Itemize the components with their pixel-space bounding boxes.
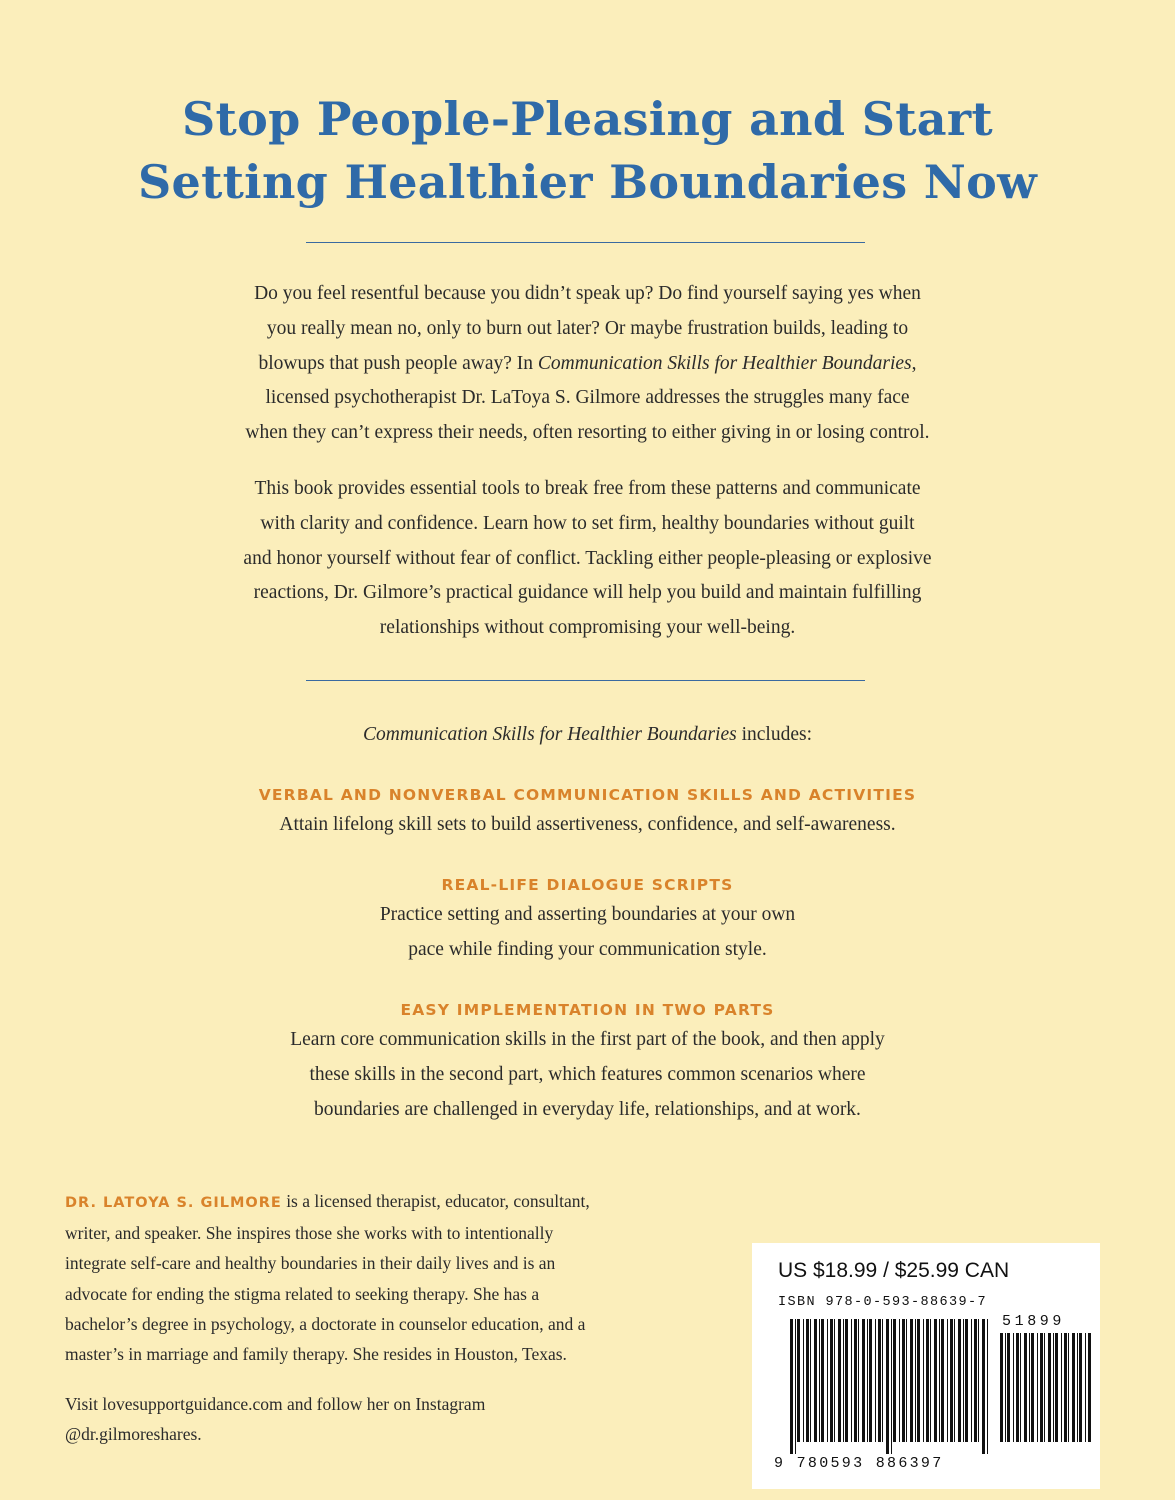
headline-line-2: Setting Healthier Boundaries Now <box>137 155 1037 209</box>
body-line-3: and honor yourself without fear of conflict. Tackling either people-pleasing or explosive <box>243 547 932 569</box>
barcode-bar <box>1007 1333 1010 1442</box>
ean-digits: 9 780593 886397 <box>774 1455 944 1472</box>
barcode-bar <box>858 1319 859 1442</box>
barcode-bar <box>1072 1333 1075 1442</box>
barcode-bar <box>1037 1333 1038 1442</box>
barcode-bar <box>941 1319 944 1442</box>
barcode-bar <box>1088 1333 1091 1442</box>
includes-suffix: includes: <box>736 724 812 745</box>
barcode-bar <box>965 1319 968 1442</box>
barcode-bar <box>971 1319 972 1442</box>
barcode-bar <box>803 1319 804 1442</box>
body-line-1: This book provides essential tools to break free from these patterns and communicate <box>254 478 921 499</box>
feature-body: Learn core communication skills in the first part of the book, and then apply these skills in the second part, which features common scenarios where boundaries are challenged in everyday life, relationships, and at work. <box>290 1029 885 1120</box>
addon-barcode <box>1000 1333 1092 1454</box>
bio-line-6: master’s in marriage and family therapy. She resides in Houston, Texas. <box>65 1344 567 1365</box>
feature-body: Practice setting and asserting boundaries at your own pace while finding your communication style. <box>379 904 796 960</box>
barcode-bar <box>845 1319 848 1442</box>
barcode-bar <box>899 1319 900 1442</box>
headline-line-1: Stop People-Pleasing and Start <box>182 92 993 146</box>
barcode-bar <box>978 1319 979 1442</box>
intro-line-5: when they can’t express their needs, often resorting to either giving in or losing control. <box>245 422 930 444</box>
barcode-bar <box>1068 1333 1069 1442</box>
divider-middle <box>306 680 865 681</box>
includes-intro <box>0 718 1175 752</box>
barcode-bar <box>1000 1333 1003 1442</box>
isbn-label: ISBN 978-0-593-88639-7 <box>778 1295 988 1310</box>
addon-digits: 51899 <box>1002 1313 1066 1330</box>
body-line-4: reactions, Dr. Gilmore’s practical guidance will help you build and maintain fulfilling <box>253 582 922 604</box>
barcode-bar <box>987 1319 988 1454</box>
feature-heading: REAL-LIFE DIALOGUE SCRIPTS <box>441 876 734 894</box>
book-title-inline: Communication Skills for Healthier Boundaries <box>537 352 912 374</box>
body-line-2: with clarity and confidence. Learn how to set firm, healthy boundaries without guilt <box>260 512 915 534</box>
barcode-bar <box>1016 1333 1019 1442</box>
barcode-bar <box>1044 1333 1045 1442</box>
instagram-handle: @dr.gilmoreshares. <box>65 1424 202 1445</box>
barcode-bar <box>1020 1333 1021 1442</box>
barcode-bar <box>790 1319 793 1454</box>
feature-two-parts <box>0 997 1175 1127</box>
barcode-bar <box>867 1319 868 1442</box>
barcode-bar <box>917 1319 920 1442</box>
barcode-bar <box>950 1319 953 1442</box>
barcode-bar <box>958 1319 961 1442</box>
feature-heading: EASY IMPLEMENTATION IN TWO PARTS <box>400 1001 775 1019</box>
barcode-bar <box>891 1319 892 1454</box>
barcode-bar <box>1048 1333 1051 1442</box>
author-bio <box>65 1186 745 1369</box>
barcode-bar <box>886 1319 889 1454</box>
body-line-5: relationships without compromising your well-being. <box>379 617 796 639</box>
intro-paragraph <box>150 277 1025 451</box>
barcode-bar <box>1029 1333 1030 1442</box>
barcode-bar <box>830 1319 833 1442</box>
barcode-bar <box>814 1319 817 1442</box>
intro-line-4: licensed psychotherapist Dr. LaToya S. Gilmore addresses the struggles many face <box>265 387 910 409</box>
bio-line-2: writer, and speaker. She inspires those she works with to intentionally <box>65 1223 554 1244</box>
barcode-bar <box>1005 1333 1006 1442</box>
body-paragraph <box>150 472 1025 646</box>
barcode-bar <box>1077 1333 1078 1442</box>
author-name: DR. LATOYA S. GILMORE <box>65 1195 282 1211</box>
barcode-bar <box>869 1319 872 1442</box>
feature-dialogue-scripts <box>0 872 1175 968</box>
barcode-bar <box>851 1319 852 1442</box>
barcode-bar <box>1040 1333 1043 1442</box>
barcode-bar <box>1061 1333 1062 1442</box>
barcode-bar <box>821 1319 824 1442</box>
barcode-bar <box>878 1319 881 1442</box>
includes-book-title: Communication Skills for Healthier Boundaries <box>362 724 737 745</box>
barcode-bar <box>974 1319 977 1442</box>
barcode-bar <box>1024 1333 1027 1442</box>
barcode-bar <box>838 1319 841 1442</box>
bio-line-3: integrate self-care and healthy boundaries in their daily lives and is an <box>65 1253 556 1274</box>
feature-verbal <box>0 782 1175 843</box>
ean-barcode <box>790 1319 990 1454</box>
barcode-bar <box>810 1319 811 1442</box>
price-label: US $18.99 / $25.99 CAN <box>778 1259 1010 1282</box>
barcode-bar <box>1053 1333 1054 1442</box>
barcode-bar <box>819 1319 820 1442</box>
barcode-bar <box>923 1319 924 1442</box>
barcode-bar <box>843 1319 844 1442</box>
feature-body: Attain lifelong skill sets to build assertiveness, confidence, and self-awareness. <box>279 814 896 835</box>
barcode-bar <box>926 1319 929 1442</box>
barcode-bar <box>862 1319 865 1442</box>
barcode-bar <box>1064 1333 1067 1442</box>
barcode-bar <box>795 1319 796 1454</box>
barcode-bar <box>930 1319 931 1442</box>
barcode-bar <box>1085 1333 1086 1442</box>
barcode-bar <box>1055 1333 1058 1442</box>
barcode-bar <box>934 1319 937 1442</box>
intro-line-1: Do you feel resentful because you didn’t speak up? Do find yourself saying yes when <box>254 283 921 304</box>
barcode-bar <box>939 1319 940 1442</box>
barcode-bar <box>982 1319 985 1454</box>
barcode-bar <box>902 1319 905 1442</box>
barcode-bar <box>882 1319 883 1442</box>
bio-line-5: bachelor’s degree in psychology, a doctorate in counselor education, and a <box>65 1313 586 1334</box>
barcode-bar <box>834 1319 835 1442</box>
barcode-bar <box>1031 1333 1034 1442</box>
feature-heading: VERBAL AND NONVERBAL COMMUNICATION SKILLS AND ACTIVITIES <box>258 786 917 804</box>
barcode-bar <box>1013 1333 1014 1442</box>
barcode-bar <box>954 1319 955 1442</box>
barcode-bar <box>906 1319 907 1442</box>
bio-line-1: DR. LATOYA S. GILMORE is a licensed therapist, educator, consultant, <box>65 1191 590 1211</box>
barcode-bar <box>893 1319 896 1442</box>
author-links <box>65 1389 745 1449</box>
barcode-bar <box>947 1319 948 1442</box>
intro-line-3: blowups that push people away? In Communication Skills for Healthier Boundaries, <box>258 352 917 374</box>
website-line: Visit lovesupportguidance.com and follow her on Instagram <box>65 1394 486 1414</box>
barcode-bar <box>963 1319 964 1442</box>
divider-top <box>306 242 865 243</box>
barcode-bar <box>854 1319 857 1442</box>
headline <box>0 88 1175 214</box>
intro-line-2: you really mean no, only to burn out later? Or maybe frustration builds, leading to <box>266 317 909 339</box>
barcode-bar <box>827 1319 828 1442</box>
barcode-bar <box>875 1319 876 1442</box>
barcode-bar <box>1079 1333 1082 1442</box>
bio-line-4: advocate for ending the stigma related to seeking therapy. She has a <box>65 1283 540 1304</box>
barcode-bar <box>915 1319 916 1442</box>
barcode-bar <box>806 1319 809 1442</box>
barcode-bar <box>797 1319 800 1442</box>
barcode-box <box>752 1243 1100 1489</box>
barcode-bar <box>910 1319 913 1442</box>
